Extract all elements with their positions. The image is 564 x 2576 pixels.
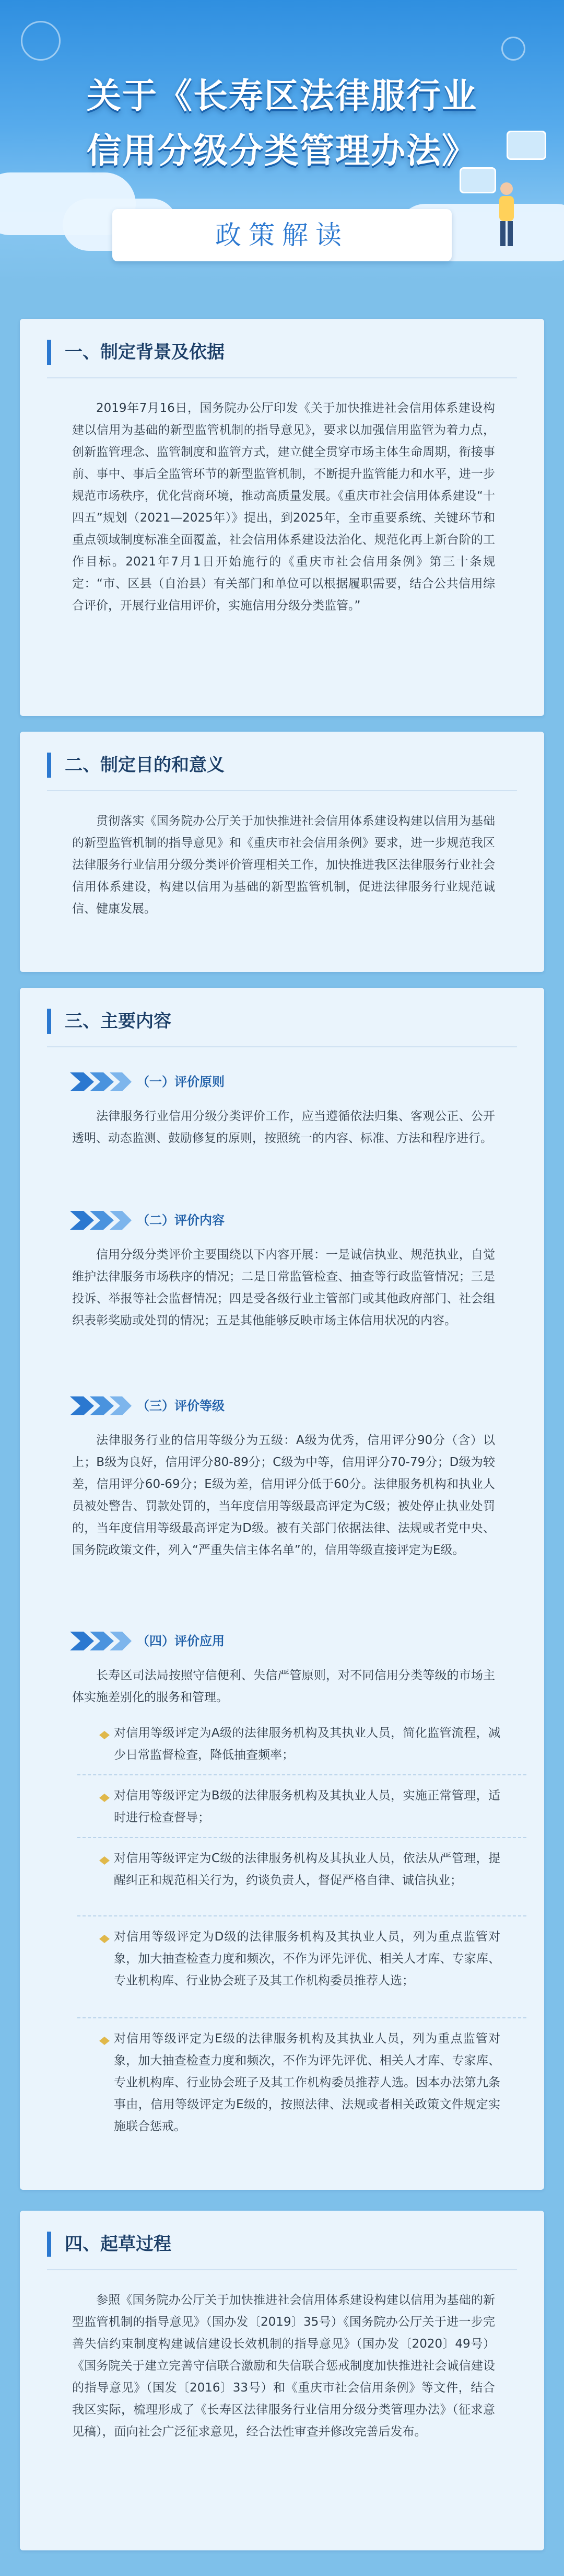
- divider: [47, 1046, 517, 1047]
- list-item: 对信用等级评定为A级的法律服务机构及其执业人员，简化监管流程，减少日常监督检查，降低抽查频率；: [114, 1726, 500, 1762]
- divider: [47, 790, 517, 791]
- hero-banner: [0, 0, 564, 282]
- subsection-paragraph: 法律服务行业的信用等级分为五级：A级为优秀，信用评分90分（含）以上；B级为良好，信用评分80-89分；C级为中等，信用评分70-79分；D级为较差，信用评分60-69分；E级为差，信用评分低于60分。法律服务机构和执业人员被处警告、罚款处罚的，当年度信用等级最高评定为C级；被处停止执业处罚的，当年度信用等级最高评定为D级。被有关部门依据法律、法规或者党中央、国务院政策文件，列入“严重失信主体名单”的，信用等级直接评定为E级。: [72, 1434, 495, 1557]
- diamond-bullet-icon: [99, 1935, 110, 1943]
- divider: [47, 377, 517, 378]
- section-purpose: [20, 732, 544, 972]
- diamond-bullet-icon: [99, 1856, 110, 1865]
- list-item: 对信用等级评定为C级的法律服务机构及其执业人员，依法从严管理，提醒纠正和规范相关行为，约谈负责人，督促严格自律、诚信执业；: [114, 1852, 500, 1887]
- bubble-decoration: [501, 37, 525, 61]
- section-marker: [47, 753, 51, 778]
- section-paragraph: 2019年7月16日，国务院办公厅印发《关于加快推进社会信用体系建设构建以信用为基础的新型监管机制的指导意见》，要求以加强信用监管为着力点，创新监管理念、监管制度和监管方式，建立健全贯穿市场主体生命周期，衔接事前、事中、事后全监管环节的新型监管机制，不断提升监管能力和水平，进一步规范市场秩序，优化营商环境，推动高质量发展。《重庆市社会信用体系建设“十四五”规划（2021—2025年）》提出，到2025年，全市重要系统、关键环节和重点领域制度标准全面覆盖，社会信用体系建设法治化、规范化再上新台阶的工作目标。2021年7月1日开始施行的《重庆市社会信用条例》第三十条规定：“市、区县（自治县）有关部门和单位可以根据履职需要，结合公共信用综合评价，开展行业信用评价，实施信用分级分类监管。”: [72, 401, 495, 613]
- subsection-paragraph: 法律服务行业信用分级分类评价工作，应当遵循依法归集、客观公正、公开透明、动态监测、鼓励修复的原则，按照统一的内容、标准、方法和程序进行。: [72, 1110, 495, 1145]
- subsection-paragraph: 信用分级分类评价主要围绕以下内容开展：一是诚信执业、规范执业，自觉维护法律服务市场秩序的情况；二是日常监管检查、抽查等行政监管情况；三是投诉、举报等社会监督情况；四是受各级行业主管部门或其他政府部门、社会组织表彰奖励或处罚的情况；五是其他能够反映市场主体信用状况的内容。: [72, 1248, 495, 1327]
- chevron-right-icon: [70, 1631, 133, 1651]
- chevron-right-icon: [70, 1395, 133, 1416]
- section-marker: [47, 1009, 51, 1034]
- person-illustration: [491, 180, 522, 248]
- dashed-divider: [77, 1915, 526, 1916]
- section-title: 四、起草过程: [65, 2234, 171, 2255]
- dashed-divider: [77, 1837, 526, 1838]
- section-background: [20, 319, 544, 716]
- dashed-divider: [77, 1774, 526, 1775]
- chevron-right-icon: [70, 1210, 133, 1231]
- chevron-right-icon: [70, 1071, 133, 1092]
- diamond-bullet-icon: [99, 2037, 110, 2045]
- page-title-line2: 信用分级分类管理办法》: [87, 131, 477, 171]
- subsection-paragraph: 长寿区司法局按照守信便利、失信严管原则，对不同信用分类等级的市场主体实施差别化的服务和管理。: [72, 1669, 495, 1704]
- list-item: 对信用等级评定为B级的法律服务机构及其执业人员，实施正常管理，适时进行检查督导；: [114, 1789, 500, 1824]
- subtitle-badge: 政策解读: [112, 209, 452, 261]
- diamond-bullet-icon: [99, 1731, 110, 1739]
- section-paragraph: 贯彻落实《国务院办公厅关于加快推进社会信用体系建设构建以信用为基础的新型监管机制的指导意见》和《重庆市社会信用条例》要求，进一步规范我区法律服务行业信用分级分类评价管理相关工作，加快推进我区法律服务行业社会信用体系建设，构建以信用为基础的新型监管机制，促进法律服务行业规范诚信、健康发展。: [72, 814, 495, 916]
- subsection-label: （四）评价应用: [137, 1634, 225, 1648]
- subsection-label: （三）评价等级: [137, 1399, 225, 1413]
- diamond-bullet-icon: [99, 1794, 110, 1802]
- list-item: 对信用等级评定为E级的法律服务机构及其执业人员，列为重点监管对象，加大抽查检查力度和频次，不作为评先评优、相关人才库、专家库、专业机构库、行业协会班子及其工作机构委员推荐人选。因本办法第九条事由，信用等级评定为E级的，按照法律、法规或者相关政策文件规定实施联合惩戒。: [114, 2032, 500, 2133]
- section-title: 三、主要内容: [65, 1011, 171, 1032]
- section-marker: [47, 2232, 51, 2257]
- section-main-content: [20, 988, 544, 2190]
- section-title: 二、制定目的和意义: [65, 755, 225, 776]
- section-marker: [47, 340, 51, 365]
- section-title: 一、制定背景及依据: [65, 342, 225, 363]
- list-item: 对信用等级评定为D级的法律服务机构及其执业人员，列为重点监管对象，加大抽查检查力度和频次，不作为评先评优、相关人才库、专家库、专业机构库、行业协会班子及其工作机构委员推荐人选；: [114, 1930, 500, 1988]
- bubble-decoration: [21, 21, 61, 61]
- divider: [47, 2269, 517, 2270]
- section-paragraph: 参照《国务院办公厅关于加快推进社会信用体系建设构建以信用为基础的新型监管机制的指导意见》（国办发〔2019〕35号）《国务院办公厅关于进一步完善失信约束制度构建诚信建设长效机制的指导意见》（国办发〔2020〕49号）《国务院关于建立完善守信联合激励和失信联合惩戒制度加快推进社会诚信建设的指导意见》（国发〔2016〕33号）和《重庆市社会信用条例》等文件，结合我区实际，梳理形成了《长寿区法律服务行业信用分级分类管理办法》（征求意见稿），面向社会广泛征求意见，经合法性审查并修改完善后发布。: [72, 2293, 495, 2439]
- section-drafting-process: [20, 2211, 544, 2550]
- dashed-divider: [77, 2017, 526, 2018]
- subsection-label: （一）评价原则: [137, 1075, 225, 1089]
- subsection-label: （二）评价内容: [137, 1213, 225, 1228]
- page-title-line1: 关于《长寿区法律服行业: [87, 76, 477, 116]
